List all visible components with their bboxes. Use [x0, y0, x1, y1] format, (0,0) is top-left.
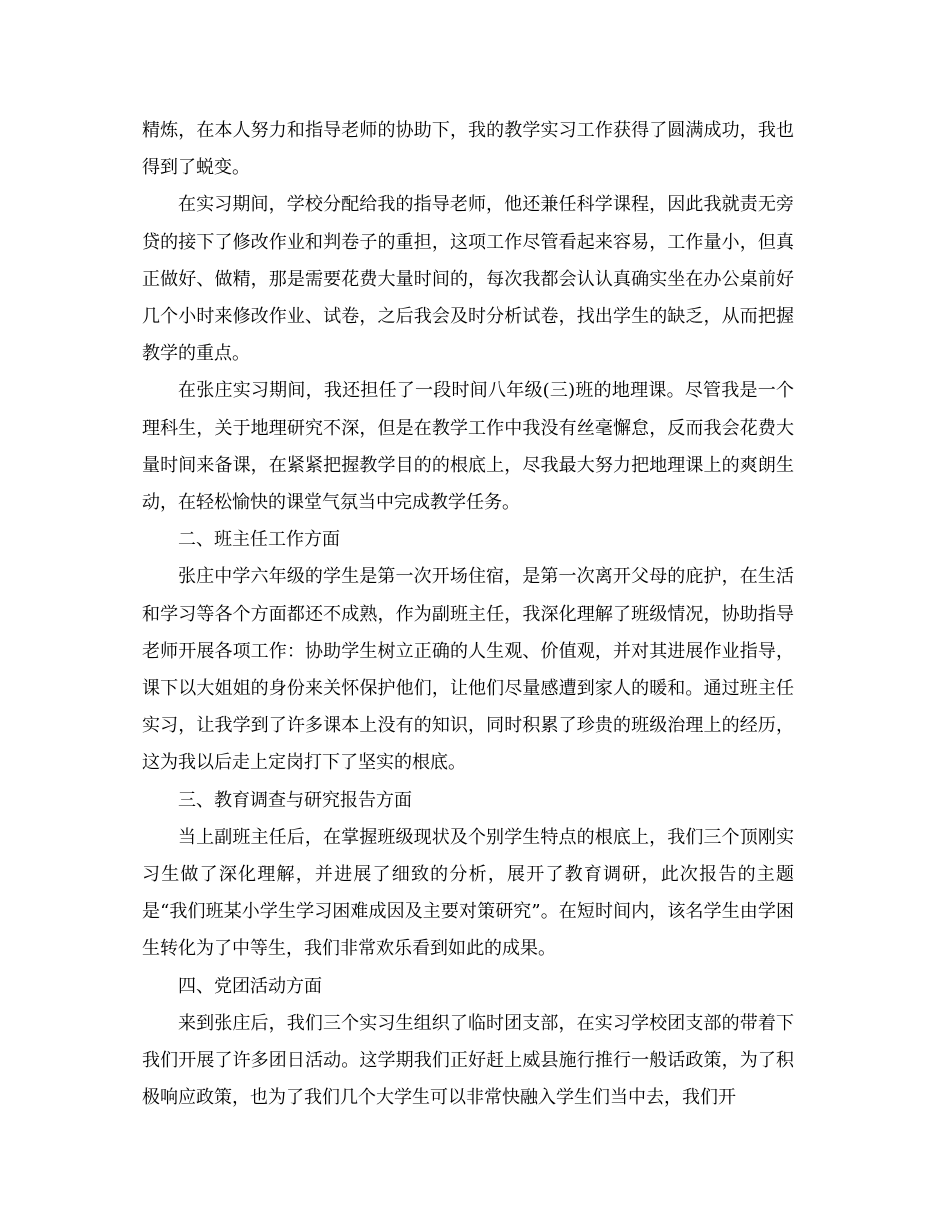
- paragraph-3: 在张庄实习期间，我还担任了一段时间八年级(三)班的地理课。尽管我是一个理科生，关于地理研究不深，但是在教学工作中我没有丝毫懈怠，反而我会花费大量时间来备课，在紧紧把握教学目的的根底上，尽我最大努力把地理课上的爽朗生动，在轻松愉快的课堂气氛当中完成教学任务。: [142, 380, 794, 514]
- document-page: [142, 112, 794, 1116]
- paragraph-4: 张庄中学六年级的学生是第一次开场住宿，是第一次离开父母的庇护，在生活和学习等各个方面都还不成熟，作为副班主任，我深化理解了班级情况，协助指导老师开展各项工作：协助学生树立正确的人生观、价值观，并对其进展作业指导，课下以大姐姐的身份来关怀保护他们，让他们尽量感遭到家人的暖和。通过班主任实习，让我学到了许多课本上没有的知识，同时积累了珍贵的班级治理上的经历，这为我以后走上定岗打下了坚实的根底。: [142, 566, 794, 774]
- section-heading-homeroom: 二、班主任工作方面: [178, 529, 340, 551]
- section-heading-party: 四、党团活动方面: [178, 975, 322, 997]
- paragraph-1: 精炼，在本人努力和指导老师的协助下，我的教学实习工作获得了圆满成功，我也得到了蜕变。: [142, 120, 794, 179]
- paragraph-6: 来到张庄后，我们三个实习生组织了临时团支部，在实习学校团支部的带着下我们开展了许多团日活动。这学期我们正好赶上威县施行推行一般话政策，为了积极响应政策，也为了我们几个大学生可以非常快融入学生们当中去，我们开: [142, 1012, 794, 1109]
- paragraph-2: 在实习期间，学校分配给我的指导老师，他还兼任科学课程，因此我就责无旁贷的接下了修改作业和判卷子的重担，这项工作尽管看起来容易，工作量小，但真正做好、做精，那是需要花费大量时间的，每次我都会认认真确实坐在办公桌前好几个小时来修改作业、试卷，之后我会及时分析试卷，找出学生的缺乏，从而把握教学的重点。: [142, 194, 794, 365]
- section-heading-research: 三、教育调查与研究报告方面: [178, 789, 412, 811]
- paragraph-5: 当上副班主任后，在掌握班级现状及个别学生特点的根底上，我们三个顶刚实习生做了深化理解，并进展了细致的分析，展开了教育调研，此次报告的主题是“我们班某小学生学习困难成因及主要对策研究”。在短时间内，该名学生由学困生转化为了中等生，我们非常欢乐看到如此的成果。: [142, 826, 794, 960]
